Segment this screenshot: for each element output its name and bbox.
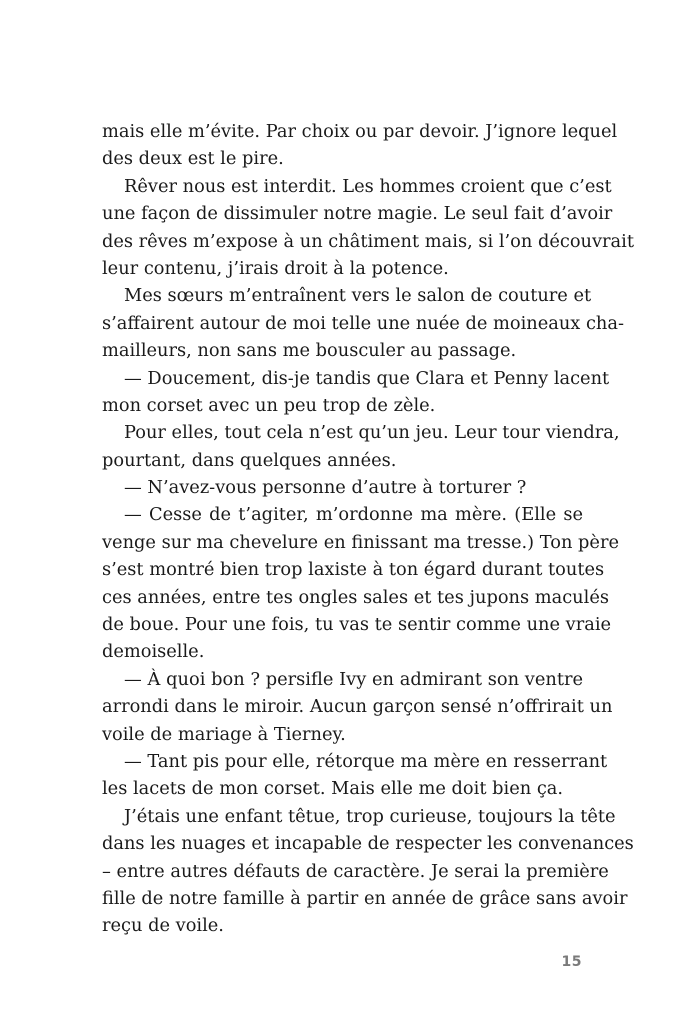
text-line: — Doucement, dis-je tandis que Clara et Penny lacent bbox=[124, 367, 610, 389]
text-line: Pour elles, tout cela n’est qu’un jeu. Leur tour viendra, bbox=[124, 422, 620, 444]
text-line: ces années, entre tes ongles sales et tes jupons maculés bbox=[102, 586, 609, 608]
text-line: de boue. Pour une fois, tu vas te sentir comme une vraie bbox=[102, 614, 612, 636]
text-line: voile de mariage à Tierney. bbox=[102, 723, 346, 745]
text-line: arrondi dans le miroir. Aucun garçon sensé n’offrirait un bbox=[102, 696, 613, 718]
text-line: demoiselle. bbox=[102, 641, 205, 663]
text-line: — À quoi bon ? persifle Ivy en admirant son ventre bbox=[124, 668, 583, 690]
text-line: fille de notre famille à partir en année de grâce sans avoir bbox=[102, 887, 628, 909]
text-line: pourtant, dans quelques années. bbox=[102, 449, 397, 471]
text-line: mon corset avec un peu trop de zèle. bbox=[102, 394, 436, 416]
text-line: J’étais une enfant têtue, trop curieuse, toujours la tête bbox=[124, 805, 616, 827]
text-line: des rêves m’expose à un châtiment mais, si l’on découvrait bbox=[102, 230, 634, 252]
text-line: mailleurs, non sans me bousculer au passage. bbox=[102, 340, 517, 362]
body-text bbox=[102, 118, 634, 940]
text-line: dans les nuages et incapable de respecter les convenances bbox=[102, 833, 634, 855]
text-line: – entre autres défauts de caractère. Je serai la première bbox=[102, 860, 609, 882]
text-line: — Tant pis pour elle, rétorque ma mère en resserrant bbox=[124, 750, 608, 772]
text-line: reçu de voile. bbox=[102, 915, 224, 937]
text-line: s’est montré bien trop laxiste à ton égard durant toutes bbox=[102, 559, 605, 581]
text-line: — Cesse de t’agiter, m’ordonne ma mère. (Elle se bbox=[124, 504, 583, 526]
page-number: 15 bbox=[561, 954, 582, 970]
text-line: s’affairent autour de moi telle une nuée de moineaux cha- bbox=[102, 312, 624, 334]
text-line: venge sur ma chevelure en finissant ma tresse.) Ton père bbox=[102, 531, 619, 553]
text-line: des deux est le pire. bbox=[102, 148, 284, 170]
text-line: les lacets de mon corset. Mais elle me doit bien ça. bbox=[102, 778, 564, 800]
text-line: une façon de dissimuler notre magie. Le seul fait d’avoir bbox=[102, 203, 613, 225]
text-line: leur contenu, j’irais droit à la potence. bbox=[102, 257, 449, 279]
text-line: Mes sœurs m’entraînent vers le salon de couture et bbox=[124, 285, 592, 307]
text-line: Rêver nous est interdit. Les hommes croient que c’est bbox=[124, 175, 612, 197]
text-line: — N’avez-vous personne d’autre à torturer ? bbox=[124, 477, 527, 499]
text-line: mais elle m’évite. Par choix ou par devoir. J’ignore lequel bbox=[102, 121, 618, 142]
